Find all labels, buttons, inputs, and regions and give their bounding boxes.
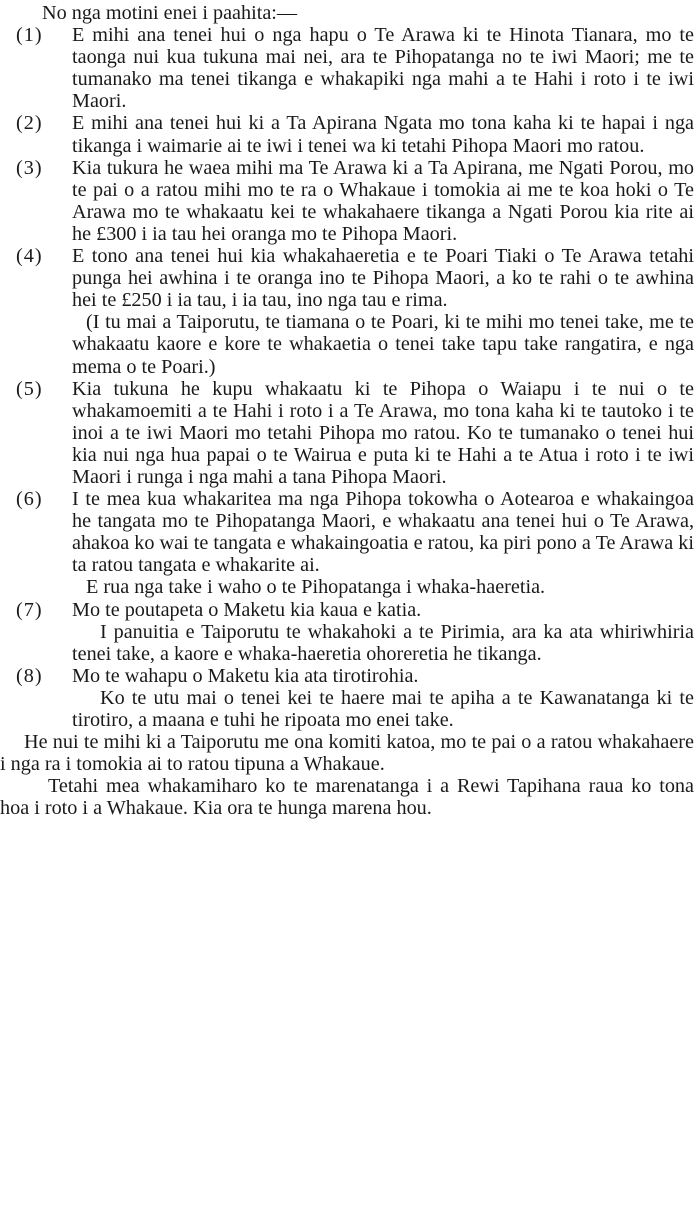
motion-number: (4) [16, 245, 43, 268]
motion-7-note: I panuitia e Taiporutu te whakahoki a te Pirimia, ara ka ata whiriwhiria tenei take, a kaore e whaka-haeretia ohoreretia he tikanga. [72, 620, 694, 665]
motion-number: (2) [16, 112, 43, 135]
motion-1 [0, 24, 700, 112]
motion-text: Mo te wahapu o Maketu kia ata tirotirohia. [72, 664, 419, 687]
motion-text: E mihi ana tenei hui ki a Ta Apirana Ngata mo tona kaha ki te hapai i nga tikanga i waimarie ai te iwi i tenei wa ki tetahi Pihopa Maori mo ratou. [72, 112, 694, 157]
motion-4 [0, 245, 700, 311]
intro-line: No nga motini enei i paahita:— [42, 2, 298, 24]
motion-3 [0, 157, 700, 245]
motion-number: (8) [16, 664, 43, 687]
motion-number: (3) [16, 156, 43, 179]
document-page [0, 2, 700, 819]
motion-4-note: (I tu mai a Taiporutu, te tiamana o te Poari, ki te mihi mo tenei take, me te whakaatu kaore e kore te whakaetia o tenei take tapu take rangatira, e nga mema o te Poari.) [72, 311, 694, 378]
motion-text: Mo te poutapeta o Maketu kia kaua e katia. [72, 598, 422, 621]
motion-8 [0, 665, 700, 687]
motion-number: (6) [16, 488, 43, 511]
motion-2 [0, 112, 700, 156]
motion-number: (1) [16, 24, 43, 47]
motion-5 [0, 378, 700, 488]
motion-6-note: E rua nga take i waho o te Pihopatanga i whaka-haeretia. [86, 576, 546, 599]
motion-7 [0, 599, 700, 621]
motion-number: (7) [16, 598, 43, 621]
motion-number: (5) [16, 377, 43, 400]
motion-8-note: Ko te utu mai o tenei kei te haere mai te apiha a te Kawanatanga ki te tirotiro, a maana e tuhi he ripoata mo enei take. [72, 686, 694, 731]
closing-paragraph-1: He nui te mihi ki a Taiporutu me ona komiti katoa, mo te pai o a ratou whakahaere i nga ra i tomokia ai to ratou tipuna a Whakaue. [0, 731, 694, 776]
motion-6 [0, 488, 700, 576]
motion-text: E tono ana tenei hui kia whakahaeretia e te Poari Tiaki o Te Arawa tetahi punga hei awhina i te oranga ino te Pihopa Maori, a ko te rahi o te awhina hei te £250 i ia tau, i ia tau, ino nga tau e rima. [72, 245, 694, 312]
motion-text: E mihi ana tenei hui o nga hapu o Te Arawa ki te Hinota Tianara, mo te taonga nui kua tukuna mai nei, ara te Pihopatanga no te iwi Maori; me te tumanako ma tenei tikanga e whakapiki nga mahi a te Hahi i roto i te iwi Maori. [72, 24, 694, 113]
motion-text: Kia tukura he waea mihi ma Te Arawa ki a Ta Apirana, me Ngati Porou, mo te pai o a ratou mihi mo te ra o Whakaue i tomokia ai me te koa hoki o Te Arawa mo te whakaatu kei te whakahaere tikanga a Ngati Porou kia rite ai he £300 i ia tau hei oranga mo te Pihopa Maori. [72, 156, 694, 245]
closing-paragraph-2: Tetahi mea whakamiharo ko te marenatanga i a Rewi Tapihana raua ko tona hoa i roto i a Whakaue. Kia ora te hunga marena hou. [0, 775, 694, 820]
motion-text: Kia tukuna he kupu whakaatu ki te Pihopa o Waiapu i te nui o te whakamoemiti a te Hahi i roto i a Te Arawa, mo tona kaha ki te tautoko i te inoi a te iwi Maori mo tetahi Pihopa mo ratou. Ko te tumanako o tenei hui kia nui nga hua papai o te Wairua e puta ki te Hahi a te Atua i roto i te iwi Maori i runga i nga mahi a tana Pihopa Maori. [72, 377, 694, 488]
motion-text: I te mea kua whakaritea ma nga Pihopa tokowha o Aotearoa e whakaingoa he tangata mo te Pihopatanga Maori, e whakaatu ana tenei hui o Te Arawa, ahakoa ko wai te tangata e whakaingoatia e ratou, ka piri pono a Te Arawa ki ta ratou tangata e whakarite ai. [72, 488, 694, 577]
